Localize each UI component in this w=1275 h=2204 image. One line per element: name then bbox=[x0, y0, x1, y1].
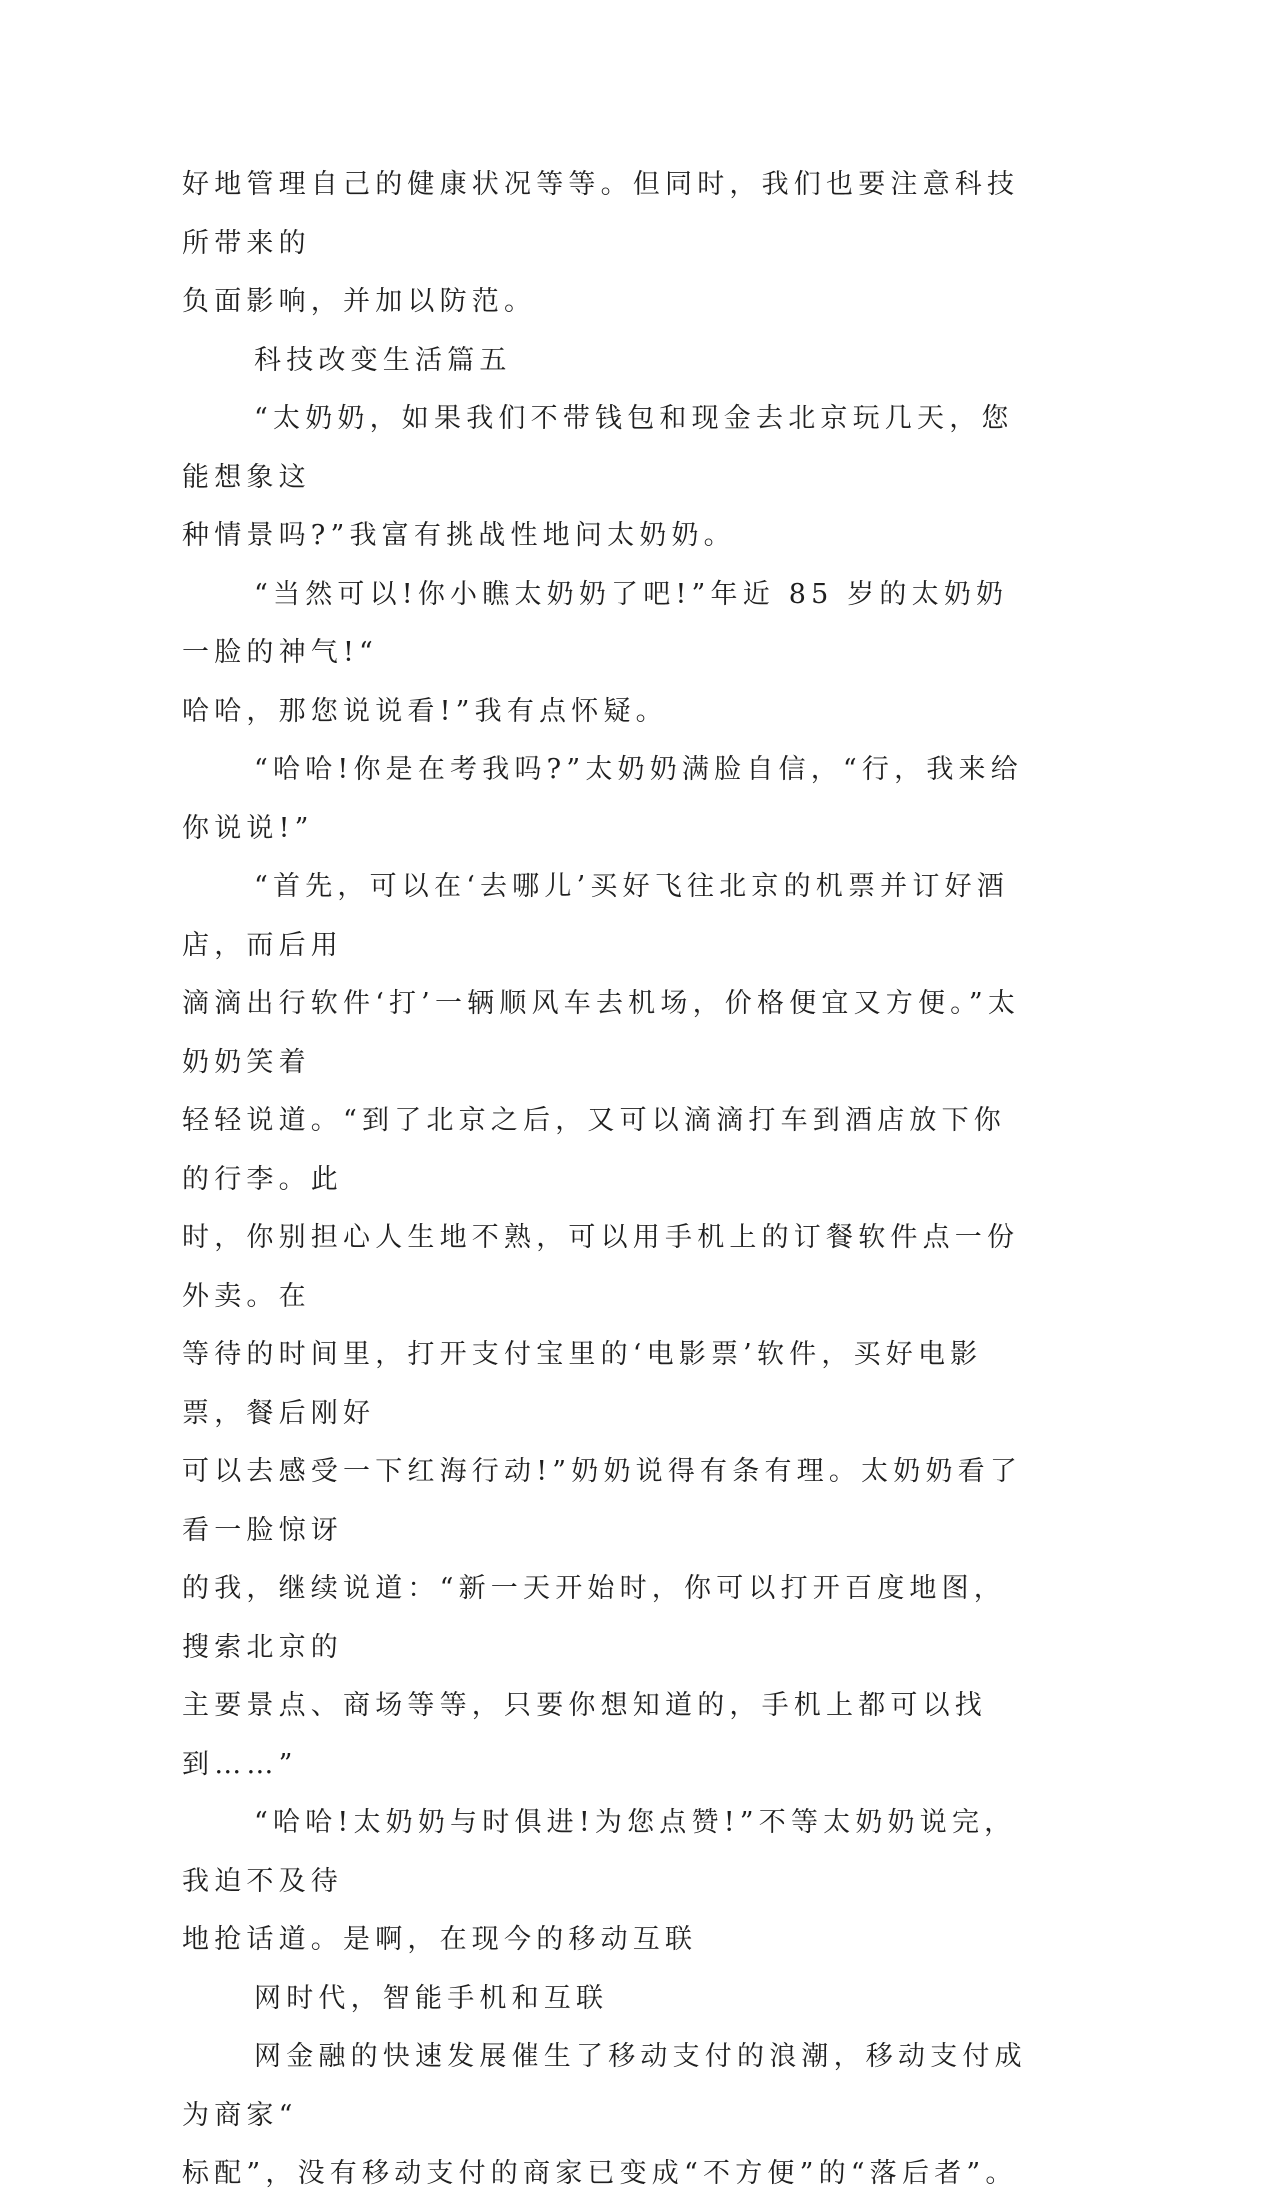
paragraph-5: “首先，可以在‘去哪儿’买好飞往北京的机票并订好酒店，而后用 滴滴出行软件‘打’一辆顺风车去机场，价格便宜又方便。”太奶奶笑着 轻轻说道。“到了北京之后，又可以滴滴打车到酒店放下你的行李。此 时，你别担心人生地不熟，可以用手机上的订餐软件点一份外卖。在 等待的时间里，打开支付宝里的‘电影票’软件，买好电影票，餐后刚好 可以去感受一下红海行动!”奶奶说得有条有理。太奶奶看了看一脸惊讶 的我，继续说道：“新一天开始时，你可以打开百度地图，搜索北京的 主要景点、商场等等，只要你想知道的，手机上都可以找到……” bbox=[182, 871, 1023, 1780]
paragraph-4: “哈哈!你是在考我吗?”太奶奶满脸自信，“行，我来给你说说!” bbox=[182, 754, 1023, 844]
section-heading: 科技改变生活篇五 bbox=[254, 344, 512, 376]
paragraph-6: “哈哈!太奶奶与时俱进!为您点赞!”不等太奶奶说完，我迫不及待 地抢话道。是啊，在现今的移动互联 bbox=[182, 1807, 1017, 1955]
paragraph-1: 好地管理自己的健康状况等等。但同时，我们也要注意科技所带来的 负面影响，并加以防范。 bbox=[182, 169, 1020, 317]
paragraph-8: 网金融的快速发展催生了移动支付的浪潮，移动支付成为商家“ 标配”，没有移动支付的商家已变成“不方便”的“落后者”。 bbox=[182, 2041, 1027, 2189]
paragraph-3: “当然可以!你小瞧太奶奶了吧!”年近 85 岁的太奶奶一脸的神气!“ 哈哈，那您说说看!”我有点怀疑。 bbox=[182, 578, 1009, 727]
paragraph-7: 网时代，智能手机和互联 bbox=[254, 1982, 609, 2014]
paragraph-2: “太奶奶，如果我们不带钱包和现金去北京玩几天，您能想象这 种情景吗?”我富有挑战性地问太奶奶。 bbox=[182, 403, 1014, 551]
document-body bbox=[182, 156, 1037, 2204]
